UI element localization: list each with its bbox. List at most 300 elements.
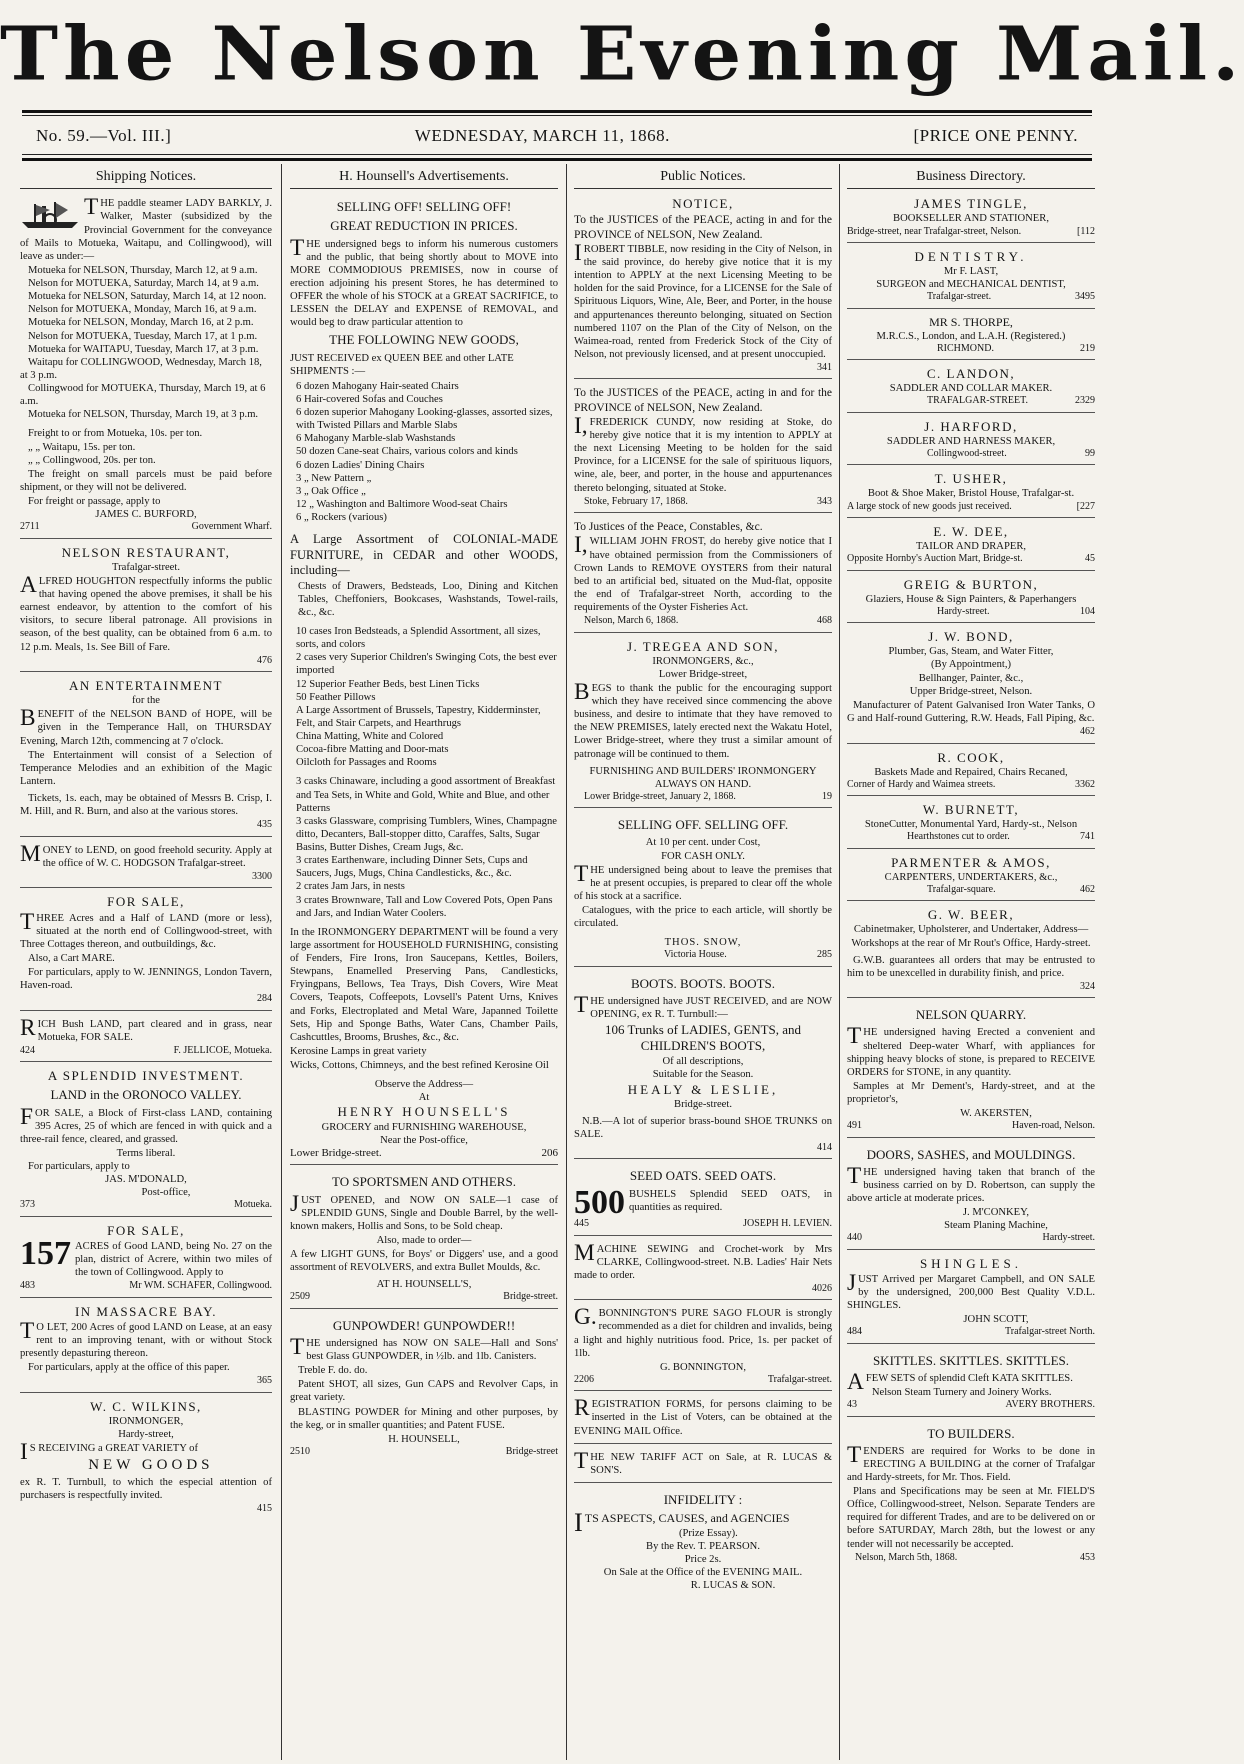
date: Nelson, March 6, 1868. <box>584 615 679 627</box>
ad-text: Also, a Cart MARE. <box>28 952 115 964</box>
signature: THOS. SNOW, <box>664 937 742 949</box>
sailing: Collingwood for MOTUEKA, Thursday, March 19, at 6 a.m. <box>20 383 266 408</box>
notice-to: To Justices of the Peace, Constables, &c. <box>574 521 763 534</box>
ad-text: THREE Acres and a Half of LAND (more or less), situated at the north end of Collingwood-street, with Three Cottages thereon, and outbuildings, &c. <box>20 908 272 950</box>
business-address: Bridge-street, near Trafalgar-street, Nelson. <box>847 225 1022 237</box>
ad-snow <box>574 811 832 967</box>
business-name: T. USHER, <box>934 471 1008 487</box>
list-item: 6 Mahogany Marble-slab Washstands <box>296 433 456 445</box>
ad-text: Plans and Specifications may be seen at Mr. FIELD'S Office, Collingwood-street, Nelson. Separate Tenders are required for different Trades, and are to be delivered on or before SATURDAY, March 28th, but the lowest or any tender will not necessarily be accepted. <box>847 1486 1095 1550</box>
list-item: 50 dozen Cane-seat Chairs, various colors and kinds <box>296 446 518 458</box>
ad-number: 476 <box>257 654 272 666</box>
ad-number: 3495 <box>1075 291 1095 303</box>
ad-text: BUSHELS Splendid SEED OATS, in quantities as required. <box>629 1188 832 1213</box>
column-business-directory <box>847 166 1095 1758</box>
business-trade: TAILOR AND DRAPER, <box>915 541 1027 553</box>
business-name: C. LANDON, <box>926 366 1016 382</box>
ad-subtitle: LAND in the ORONOCO VALLEY. <box>50 1087 242 1103</box>
ad-text: On Sale at the Office of the EVENING MAIL. <box>603 1567 803 1579</box>
list-item: 10 cases Iron Bedsteads, a Splendid Assortment, all sizes, sorts, and colors <box>296 626 541 651</box>
ad-number: 445 <box>574 1218 589 1230</box>
ad-builders <box>847 1420 1095 1569</box>
ad-text: Nelson Steam Turnery and Joinery Works. <box>871 1387 1052 1399</box>
signature: F. JELLICOE, Motueka. <box>173 1044 272 1056</box>
place: Motueka. <box>233 1199 272 1211</box>
date: Stoke, February 17, 1868. <box>584 495 688 507</box>
sailing: Waitapu for COLLINGWOOD, Wednesday, March 18, at 3 p.m. <box>20 356 262 381</box>
sailing: Motueka for NELSON, Saturday, March 14, at 12 noon. <box>28 291 267 303</box>
ad-skittles <box>847 1347 1095 1417</box>
ad-text: ALFRED HOUGHTON respectfully informs the public that having opened the above premises, it shall be his earnest endeavor, by attention to the comfort of his visitors, to secure liberal patronage. All provisions in season, of the best quality, can be obtained from 6 a.m. to 12 p.m. Meals, 1s. See Bill of Fare. <box>20 571 272 653</box>
ad-subtitle: A Large Assortment of COLONIAL-MADE FURNITURE, in CEDAR and other WOODS, including— <box>290 532 558 578</box>
freight-rate: Freight to or from Motueka, 10s. per ton. <box>28 428 203 440</box>
ad-text: FOR SALE, a Block of First-class LAND, containing 395 Acres, 25 of which are fenced in with quick and a three-rail fence, cleared, and grassed. <box>20 1103 272 1145</box>
ad-number: 3362 <box>1075 778 1095 790</box>
acres-number: 157 <box>20 1234 71 1272</box>
freight-apply: For freight or passage, apply to <box>28 496 161 508</box>
ad-text: ITS ASPECTS, CAUSES, and AGENCIES <box>574 1507 790 1538</box>
ad-number: 45 <box>1085 553 1095 565</box>
ad-number: 462 <box>1080 726 1095 738</box>
ad-text: G.BONNINGTON'S PURE SAGO FLOUR is strongly recommended as a diet for children and invalids, being a light and highly nutritious food. Price, 1s. per packet of 1lb. <box>574 1304 832 1359</box>
ad-title: TO SPORTSMEN AND OTHERS. <box>332 1174 516 1190</box>
list-item: 3 „ Oak Office „ <box>296 485 366 497</box>
business-address: Opposite Hornby's Auction Mart, Bridge-st. <box>847 553 1023 565</box>
list-item: 3 crates Brownware, Tall and Low Covered Pots, Open Pans and Jars, and Indian Water Coolers. <box>296 894 553 919</box>
signature: AT H. HOUNSELL'S, <box>376 1279 472 1291</box>
ad-title: IN MASSACRE BAY. <box>74 1303 218 1319</box>
steamship-icon <box>20 196 80 230</box>
sailing: Motueka for NELSON, Thursday, March 19, at 3 p.m. <box>28 409 259 421</box>
ad-number: 284 <box>257 993 272 1005</box>
ad-investment <box>20 1065 272 1216</box>
ad-tariff <box>574 1447 832 1483</box>
freight-note: The freight on small parcels must be paid before shipment, or they will not be delivered. <box>20 468 272 493</box>
business-name: R. COOK, <box>937 749 1005 765</box>
ad-text: Also, made to order— <box>376 1234 472 1246</box>
list-item: 2 crates Jam Jars, in nests <box>296 881 405 893</box>
section-header: H. Hounsell's Advertisements. <box>290 166 558 189</box>
ad-number: 483 <box>20 1280 35 1292</box>
business-trade: (By Appointment,) <box>930 659 1012 671</box>
ad-text: IS RECEIVING a GREAT VARIETY of <box>20 1439 198 1465</box>
dateline-rule <box>22 154 1092 155</box>
ad-subtitle: FOR CASH ONLY. <box>661 850 745 862</box>
ad-text: THE undersigned begs to inform his numerous customers and the public, that being shortly about to MOVE into MORE COMMODIOUS PREMISES, now in course of erection adjoining his present Stores, he has determined to OFFER the whole of his STOCK at a GREAT SACRIFICE, to LESSEN the DELAY and EXPENSE of REMOVAL, and would beg to draw particular attention to <box>290 234 558 329</box>
business-trade: Glaziers, House & Sign Painters, & Paperhangers <box>865 593 1077 605</box>
ad-number: 341 <box>817 362 832 374</box>
signature: H. HOUNSELL, <box>388 1433 460 1445</box>
ad-gunpowder <box>290 1312 558 1463</box>
ad-text: Wicks, Cottons, Chimneys, and the best refined Kerosine Oil <box>290 1060 549 1072</box>
ad-text: THE undersigned having taken that branch of the business carried on by D. Robertson, can supply the above article at moderate prices. <box>847 1162 1095 1205</box>
ad-text: THE NEW TARIFF ACT on Sale, at R. LUCAS & SON'S. <box>574 1447 832 1476</box>
ad-title: SKITTLES. SKITTLES. SKITTLES. <box>872 1352 1070 1368</box>
hounsell-name: HENRY HOUNSELL'S <box>337 1104 511 1120</box>
ad-text: IROBERT TIBBLE, now residing in the City of Nelson, in the said province, do hereby give notice that it is my intention to APPLY at the next Licensing Meeting to be holden for the said Province, for a LICENSE for the Sale of Spirituous Liquors, Wine, Ale, Beer, and Porter, in the house and appurtenances thereunto belonging, situated on Section numbered 1107 on the Plan of the City of Nelson, on the Waimea-road, rented from Frederick Stock of the City of Nelson, not previously licensed, and at present unoccupied. <box>574 239 832 360</box>
ad-text: THE undersigned has NOW ON SALE—Hall and Sons' best Glass GUNPOWDER, in ½lb. and 1lb. Canisters. <box>290 1333 558 1363</box>
business-trade: Boot & Shoe Maker, Bristol House, Trafalgar-st. <box>867 488 1075 500</box>
list-item: 6 dozen Ladies' Dining Chairs <box>296 459 425 471</box>
ad-text: BEGS to thank the public for the encouraging support which they have received since commencing the above business, and desire to intimate that they have removed to the NEW PREMISES, lately erected next the Wakatu Hotel, Lower Bridge-street, where they trust a similar amount of patronage will be continued to them. <box>574 678 832 760</box>
ad-registration <box>574 1394 832 1443</box>
ad-number: 43 <box>847 1399 857 1411</box>
ad-text: ex R. T. Turnbull, to which the especial attention of purchasers is respectfully invited. <box>20 1476 272 1501</box>
column-separator <box>281 164 282 1760</box>
business-name: E. W. DEE, <box>933 524 1009 539</box>
business-address: Hearthstones cut to order. <box>907 831 1010 843</box>
new-goods: NEW GOODS <box>88 1457 214 1474</box>
ad-text: RICH Bush LAND, part cleared and in grass, near Motueka, FOR SALE. <box>20 1014 272 1043</box>
dir-dentistry <box>847 246 1095 309</box>
ad-text: TO LET, 200 Acres of good LAND on Lease, at an easy rent to an improving tenant, with or without Stock presently depasturing thereon. <box>20 1317 272 1359</box>
ad-text: ACRES of Good LAND, being No. 27 on the plan, district of Acrere, within two miles of the town of Collingwood. Apply to <box>75 1240 272 1279</box>
ad-text: In the IRONMONGERY DEPARTMENT will be found a very large assortment for HOUSEHOLD FURNISHING, consisting of Fenders, Fire Irons, Iron Saucepans, Kettles, Boilers, Stewpans, Enamelled Preserving Pans, Candlesticks, Fryingpans, Bellows, Tea Trays, Dish Covers, Wire Meat Covers, Teapots, Coffeepots, Lovsell's Patent Urns, Knives and Forks, Electroplated and Metal Ware, Japanned Toilette Sets, Hip and Sponge Baths, Water Cans, Chamber Pails, Cashcuttles, Brooms, Brushes, &c., &c. <box>290 926 558 1043</box>
freight-rate: „ „ Waitapu, 15s. per ton. <box>28 441 136 453</box>
ad-for-sale-157 <box>20 1220 272 1298</box>
place: Bridge-street <box>505 1445 558 1457</box>
business-trade: Plumber, Gas, Steam, and Water Fitter, <box>888 646 1054 658</box>
ad-text: For particulars, apply to W. JENNINGS, London Tavern, Haven-road. <box>20 967 272 992</box>
ad-text: Samples at Mr Dement's, Hardy-street, and at the proprietor's, <box>847 1080 1095 1106</box>
ad-text: Of all descriptions, <box>662 1056 744 1068</box>
dir-cook <box>847 747 1095 797</box>
ad-text: BENEFIT of the NELSON BAND of HOPE, will be given in the Temperance Hall, on THURSDAY Evening, March 12th, commencing at 7 o'clock. <box>20 705 272 747</box>
sailing: Motueka for NELSON, Thursday, March 12, at 9 a.m. <box>28 264 258 276</box>
date: Nelson, March 5th, 1868. <box>855 1551 958 1563</box>
business-trade: Bellhanger, Painter, &c., <box>918 672 1024 684</box>
ad-text: Tickets, 1s. each, may be obtained of Messrs B. Crisp, I. M. Hill, and R. Burn, and also at the various stores. <box>20 793 272 818</box>
ad-steamer <box>20 193 272 538</box>
list-item: 3 casks Chinaware, including a good assortment of Breakfast and Tea Sets, in White and Gold, White and Blue, and other Patterns <box>296 776 556 814</box>
sailing: Motueka for NELSON, Monday, March 16, at 2 p.m. <box>28 317 254 329</box>
place: Bridge-street. <box>674 1098 732 1110</box>
signature: W. AKERSTEN, <box>960 1108 1032 1120</box>
signature: R. LUCAS & SON. <box>690 1580 776 1592</box>
section-header: Shipping Notices. <box>20 166 272 189</box>
freight-list <box>20 427 272 466</box>
issue-date: WEDNESDAY, MARCH 11, 1868. <box>414 126 670 145</box>
ad-number: 468 <box>817 615 832 627</box>
business-trade: CARPENTERS, UNDERTAKERS, &c., <box>884 871 1058 883</box>
signature: JAS. M'DONALD, <box>105 1174 187 1186</box>
notice-to: To the JUSTICES of the PEACE, acting in and for the PROVINCE of NELSON, New Zealand. <box>574 214 832 241</box>
list-item: 3 „ New Pattern „ <box>296 472 372 484</box>
ad-number: 491 <box>847 1120 862 1132</box>
ad-number: 4026 <box>812 1282 832 1294</box>
ad-number: 453 <box>1080 1551 1095 1563</box>
near: Near the Post-office, <box>380 1134 468 1146</box>
business-trade: Baskets Made and Repaired, Chairs Recaned, <box>874 766 1068 778</box>
business-address: Trafalgar-street. <box>927 291 992 303</box>
ad-text: THE undersigned having Erected a convenient and sheltered Deep-water Wharf, with appliances for shipping heavy blocks of stone, is prepared to RECEIVE ORDERS for STONE, in any quantity. <box>847 1023 1095 1078</box>
at: At <box>418 1092 430 1104</box>
business-trade: SADDLER AND COLLAR MAKER. <box>889 383 1053 395</box>
notice-tibble <box>574 193 832 379</box>
section-header: Public Notices. <box>574 166 832 189</box>
ad-text: The Entertainment will consist of a Selection of Temperance Melodies and an exhibition of the Magic Lantern. <box>20 749 272 787</box>
ad-title: NELSON QUARRY. <box>915 1007 1027 1023</box>
list-item: 6 dozen superior Mahogany Looking-glasses, assorted sizes, with Twisted Pillars and Marble Slabs <box>296 407 553 432</box>
ad-title: A SPLENDID INVESTMENT. <box>47 1068 245 1084</box>
ad-number: 99 <box>1085 447 1095 459</box>
business-name: Mr F. LAST, <box>943 266 999 278</box>
ad-text: MACHINE SEWING and Crochet-work by Mrs CLARKE, Collingwood-street. N.B. Ladies' Hair Nets made to order. <box>574 1239 832 1281</box>
masthead <box>0 0 1244 112</box>
ad-shingles <box>847 1253 1095 1344</box>
ad-title: NOTICE, <box>672 196 734 212</box>
ad-number: 741 <box>1080 831 1095 843</box>
ad-number: 206 <box>541 1146 558 1159</box>
apply: For particulars, apply to <box>28 1161 130 1172</box>
list-item: 50 Feather Pillows <box>296 691 376 703</box>
ad-text: I,FREDERICK CUNDY, now residing at Stoke, do hereby give notice that it is my intention to APPLY at the next Licensing Meeting to be holden for the said Province, for a LICENSE for the sale of spirituous liquors, wine, ale, beer, and porter, in the house and appurtenances thereto belonging, situated at Stoke. <box>574 412 832 494</box>
ad-subtitle: Lower Bridge-street, <box>658 668 748 680</box>
dir-tingle <box>847 193 1095 243</box>
ad-subtitle: Trafalgar-street. <box>112 561 180 573</box>
business-address: Hardy-street. <box>937 605 990 617</box>
ad-number: 2329 <box>1075 395 1095 407</box>
ad-text: A few LIGHT GUNS, for Boys' or Diggers' use, and a good assortment of REVOLVERS, and extra Bullet Moulds, &c. <box>290 1249 558 1274</box>
ad-number: 414 <box>817 1142 832 1154</box>
ad-text: Manufacturer of Patent Galvanised Iron Water Tanks, O G and Half-round Guttering, R.W. Heads, Fall Piping, &c. <box>847 699 1095 724</box>
business-name: PARMENTER & AMOS, <box>891 854 1051 870</box>
list-item: 3 crates Earthenware, including Dinner Sets, Cups and Saucers, Jugs, Mugs, China Candlesticks, &c., &c. <box>296 855 528 880</box>
ad-number: 3300 <box>252 871 272 882</box>
ad-number: 484 <box>847 1326 862 1338</box>
signature: AVERY BROTHERS. <box>1005 1399 1095 1411</box>
dir-burnett <box>847 799 1095 849</box>
ad-seed-oats <box>574 1162 832 1235</box>
business-name: JAMES TINGLE, <box>914 196 1028 212</box>
ad-number: 2206 <box>574 1373 594 1385</box>
ad-title: SEED OATS. SEED OATS. <box>629 1168 777 1184</box>
business-trade: Cabinetmaker, Upholsterer, and Undertaker, Address—Workshops at the rear of Mr Rout's Office, Hardy-street. <box>851 924 1091 949</box>
ad-text: THE undersigned have JUST RECEIVED, and are NOW OPENING, ex R. T. Turnbull:— <box>574 991 832 1020</box>
list-item: Cocoa-fibre Matting and Door-mats <box>296 744 449 756</box>
list-item: 2 cases very Superior Children's Swinging Cots, the best ever imported <box>296 652 557 677</box>
ad-entertainment <box>20 675 272 837</box>
ad-number: 365 <box>257 1375 272 1387</box>
ad-title: BOOTS. BOOTS. BOOTS. <box>630 975 776 991</box>
section-title: DENTISTRY. <box>914 248 1028 264</box>
place: Hardy-street. <box>1042 1232 1095 1244</box>
ad-sewing <box>574 1239 832 1301</box>
signature: G. BONNINGTON, <box>659 1361 747 1373</box>
ad-number: 2510 <box>290 1445 310 1457</box>
business-address: Collingwood-street. <box>927 447 1007 459</box>
ad-number: 104 <box>1080 605 1095 617</box>
ad-text: Suitable for the Season. <box>652 1069 754 1081</box>
ad-number: [112 <box>1077 225 1095 237</box>
ad-text: For particulars, apply at the office of this paper. <box>28 1362 230 1374</box>
warehouse: GROCERY and FURNISHING WAREHOUSE, <box>321 1121 527 1133</box>
ad-text: 106 Trunks of LADIES, GENTS, and CHILDREN'S BOOTS, <box>604 1022 802 1054</box>
ad-subtitle: THE FOLLOWING NEW GOODS, <box>329 332 519 348</box>
ad-subtitle: IRONMONGERS, &c., <box>652 655 754 667</box>
masthead-rule-thin <box>22 115 1092 116</box>
column-shipping <box>20 166 272 1758</box>
china-list <box>296 775 558 919</box>
date: Lower Bridge-street, January 2, 1868. <box>584 790 736 802</box>
sailing: Nelson for MOTUEKA, Monday, March 16, at 9 a.m. <box>28 304 257 316</box>
business-name: G. W. BEER, <box>927 907 1015 923</box>
ad-text: JUST Arrived per Margaret Campbell, and ON SALE by the undersigned, 200,000 Best Quality V.D.L. SHINGLES. <box>847 1269 1095 1312</box>
ad-text: Catalogues, with the price to each article, will shortly be circulated. <box>574 905 832 930</box>
ad-massacre-bay <box>20 1301 272 1393</box>
signature: Mr WM. SCHAFER, Collingwood. <box>129 1280 272 1292</box>
terms: Terms liberal. <box>116 1147 176 1159</box>
dir-harford <box>847 416 1095 466</box>
ad-for-sale <box>20 891 272 1010</box>
sailing: Nelson for MOTUEKA, Tuesday, March 17, at 1 p.m. <box>28 330 258 342</box>
place: Victoria House. <box>664 949 727 961</box>
list-item: 12 „ Washington and Baltimore Wood-seat Chairs <box>296 498 508 510</box>
ad-text: Treble F. do. do. <box>298 1365 368 1377</box>
freight-rate: „ „ Collingwood, 20s. per ton. <box>28 454 156 466</box>
ad-text: G.W.B. guarantees all orders that may be entrusted to him to be unexcelled in durability finish, and price. <box>847 954 1095 979</box>
dir-parmenter <box>847 852 1095 902</box>
ad-number: 324 <box>1080 980 1095 992</box>
signature: JOSEPH H. LEVIEN. <box>743 1218 832 1230</box>
ad-text: MONEY to LEND, on good freehold security. Apply at the office of W. C. HODGSON Trafalgar-street. <box>20 840 272 869</box>
ad-text: Patent SHOT, all sizes, Gun CAPS and Revolver Caps, in great variety. <box>290 1379 558 1404</box>
ad-title: SHINGLES. <box>919 1255 1023 1271</box>
place: Trafalgar-street North. <box>1005 1326 1095 1338</box>
signature: HEALY & LESLIE, <box>627 1081 779 1097</box>
ad-number: 373 <box>20 1199 35 1211</box>
ad-title: TO BUILDERS. <box>927 1425 1015 1441</box>
business-name: W. BURNETT, <box>922 802 1020 818</box>
ad-title: J. TREGEA AND SON, <box>626 638 780 654</box>
business-name: J. W. BOND, <box>928 629 1014 645</box>
ad-number: 343 <box>817 495 832 507</box>
ad-title: FOR SALE, <box>107 1222 185 1238</box>
sailing-list <box>20 264 272 422</box>
place: Trafalgar-street. <box>767 1373 832 1385</box>
list-item: A Large Assortment of Brussels, Tapestry, Kidderminster, Felt, and Stair Carpets, and Hearthrugs <box>296 704 541 729</box>
dir-landon <box>847 363 1095 413</box>
ad-text: JUST RECEIVED ex QUEEN BEE and other LATE SHIPMENTS :— <box>290 352 514 377</box>
ad-restaurant <box>20 542 272 672</box>
signature: J. M'CONKEY, <box>962 1207 1030 1219</box>
notice-frost <box>574 516 832 632</box>
ad-number: 2509 <box>290 1291 310 1303</box>
column-separator <box>839 164 840 1760</box>
address: Lower Bridge-street. <box>290 1146 382 1159</box>
ad-title: INFIDELITY : <box>663 1491 743 1507</box>
ad-doors <box>847 1141 1095 1250</box>
section-header: Business Directory. <box>847 166 1095 189</box>
ad-title: AN ENTERTAINMENT <box>69 678 223 694</box>
observe: Observe the Address— <box>374 1079 474 1091</box>
dir-bond <box>847 626 1095 743</box>
dir-beer <box>847 904 1095 998</box>
newspaper-title: The Nelson Evening Mail. <box>0 11 1244 98</box>
issue-number: No. 59.—Vol. III.] <box>36 126 172 145</box>
ad-number: 462 <box>1080 883 1095 895</box>
business-trade: Steam Planing Machine, <box>944 1220 1048 1232</box>
ad-text: THE undersigned being about to leave the premises that he at present occupies, is prepared to clear off the whole of his stock at a sacrifice. <box>574 860 832 902</box>
column-public-notices <box>574 166 832 1758</box>
ad-title: GUNPOWDER! GUNPOWDER!! <box>332 1317 516 1333</box>
ad-title: FOR SALE, <box>107 894 185 910</box>
ad-hounsell-main <box>290 193 558 1165</box>
business-trade: M.R.C.S., London, and L.A.H. (Registered.) <box>876 330 1066 342</box>
business-trade: Upper Bridge-street, Nelson. <box>909 685 1033 697</box>
list-item: 6 dozen Mahogany Hair-seated Chairs <box>296 380 459 392</box>
ad-text: N.B.—A lot of superior brass-bound SHOE TRUNKS on SALE. <box>574 1115 832 1140</box>
ad-text: Price 2s. <box>684 1554 722 1566</box>
business-trade: StoneCutter, Monumental Yard, Hardy-st., Nelson <box>864 819 1078 831</box>
ad-number: 2711 <box>20 521 40 533</box>
place: Bridge-street. <box>503 1291 558 1303</box>
list-item: 3 casks Glassware, comprising Tumblers, Wines, Champagne ditto, Decanters, Ball-stopper ditto, Caraffes, Salts, Sugar Basins, Butter Dishes, Cream Jugs, &c. <box>296 815 557 854</box>
place: Haven-road, Nelson. <box>1011 1120 1095 1132</box>
ad-sago <box>574 1303 832 1391</box>
ad-subtitle: At 10 per cent. under Cost, <box>645 837 761 849</box>
ad-text: TENDERS are required for Works to be done in ERECTING A BUILDING at the corner of Trafalgar and Hardy-streets, for Mr. Thos. Field. <box>847 1441 1095 1483</box>
dir-thorpe <box>847 312 1095 360</box>
case-list <box>296 625 558 769</box>
ad-subtitle: IRONMONGER, <box>108 1415 184 1427</box>
ad-number: 19 <box>822 790 832 802</box>
business-address: RICHMOND. <box>937 342 994 354</box>
ad-number: [227 <box>1076 500 1095 512</box>
ad-title: SELLING OFF. SELLING OFF. <box>617 817 789 833</box>
column-separator <box>566 164 567 1760</box>
business-address: TRAFALGAR-STREET. <box>927 395 1029 407</box>
ad-text: Kerosine Lamps in great variety <box>290 1045 427 1057</box>
steamer-text: THE paddle steamer LADY BARKLY, J. Walker, Master (subsidized by the Provincial Government for the conveyance of Mails to Motueka, Waitapu, and Collingwood), will leave as under:— <box>20 194 272 262</box>
column-hounsell <box>290 166 558 1758</box>
business-trade: SADDLER AND HARNESS MAKER, <box>886 435 1056 447</box>
ad-title: DOORS, SASHES, and MOULDINGS. <box>866 1146 1076 1162</box>
ad-text: JUST OPENED, and NOW ON SALE—1 case of SPLENDID GUNS, Single and Double Barrel, by the well-known makers, Hollis and Sons, to be Sold cheap. <box>290 1190 558 1232</box>
ad-bush-land <box>20 1014 272 1063</box>
signature: JOHN SCOTT, <box>963 1314 1029 1326</box>
business-name: J. HARFORD, <box>924 418 1018 434</box>
ad-text: AFEW SETS of splendid Cleft KATA SKITTLES. <box>847 1368 1073 1395</box>
chair-list <box>296 380 558 524</box>
ad-subtitle: for the <box>132 695 160 707</box>
masthead-rule-top <box>22 110 1092 113</box>
ad-quarry <box>847 1001 1095 1137</box>
ad-text: FURNISHING AND BUILDERS' IRONMONGERY ALWAYS ON HAND. <box>589 765 817 790</box>
business-address: Trafalgar-square. <box>927 883 996 895</box>
ad-number: 219 <box>1080 342 1095 354</box>
dir-usher <box>847 468 1095 518</box>
dateline-rule-thick <box>22 158 1092 161</box>
sailing: Nelson for MOTUEKA, Saturday, March 14, at 9 a.m. <box>28 278 259 290</box>
list-item: 12 Superior Feather Beds, best Linen Ticks <box>296 678 480 690</box>
ad-text: (Prize Essay). <box>678 1527 738 1539</box>
notice-cundy <box>574 382 832 513</box>
ad-text: By the Rev. T. PEARSON. <box>646 1541 760 1553</box>
ad-title: SELLING OFF! SELLING OFF! <box>336 199 512 215</box>
signature-line: Post-office, <box>141 1187 191 1199</box>
notice-to: To the JUSTICES of the PEACE, acting in and for the PROVINCE of NELSON, New Zealand. <box>574 387 832 414</box>
ad-number: 435 <box>257 819 272 831</box>
sailing: Motueka for WAITAPU, Tuesday, March 17, at 3 p.m. <box>28 343 259 355</box>
dir-greig <box>847 574 1095 624</box>
business-address: Corner of Hardy and Waimea streets. <box>847 778 996 790</box>
ad-number: 415 <box>257 1502 272 1514</box>
business-address: A large stock of new goods just received. <box>847 500 1012 512</box>
signature: JAMES C. BURFORD, <box>95 509 197 521</box>
ad-wilkins <box>20 1396 272 1520</box>
business-trade: BOOKSELLER AND STATIONER, <box>893 213 1049 225</box>
